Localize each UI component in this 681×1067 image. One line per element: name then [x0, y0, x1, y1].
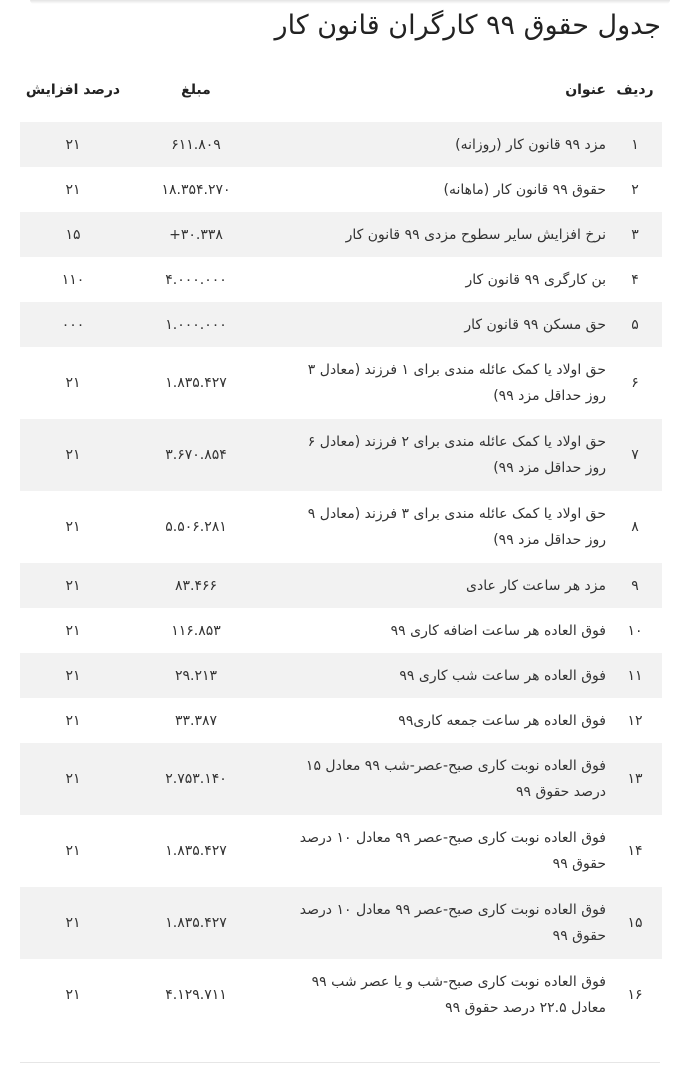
cell-title: حق مسکن ۹۹ قانون کار: [266, 302, 608, 347]
cell-row-number: ۹: [608, 563, 662, 608]
cell-title: حق اولاد یا کمک عائله مندی برای ۲ فرزند (معادل ۶ روز حداقل مزد ۹۹): [266, 419, 608, 491]
cell-amount: ۲.۷۵۳.۱۴۰: [126, 743, 266, 815]
cell-row-number: ۳: [608, 212, 662, 257]
cell-amount: ۱.۸۳۵.۴۲۷: [165, 843, 227, 859]
cell-title: فوق العاده هر ساعت جمعه کاری۹۹: [398, 712, 606, 729]
cell-increase-percent: ۲۱: [65, 987, 81, 1003]
cell-title: حق اولاد یا کمک عائله مندی برای ۱ فرزند (معادل ۳ روز حداقل مزد ۹۹): [307, 362, 606, 404]
cell-title: نرخ افزایش سایر سطوح مزدی ۹۹ قانون کار: [266, 212, 608, 257]
cell-amount: ۱.۸۳۵.۴۲۷: [165, 375, 227, 391]
cell-increase-percent: ۲۱: [20, 122, 126, 167]
cell-title: فوق العاده نوبت کاری صبح-شب و یا عصر شب ۹۹ معادل ۲۲.۵ درصد حقوق ۹۹: [311, 974, 606, 1016]
cell-increase-percent: ۲۱: [65, 622, 81, 639]
page-title: جدول حقوق ۹۹ کارگران قانون کار: [274, 10, 661, 41]
table-row: [20, 608, 662, 653]
cell-amount: ۱۱۶.۸۵۳: [171, 622, 221, 639]
cell-amount: ۴.۱۲۹.۷۱۱: [165, 987, 227, 1003]
cell-row-number: ۱: [608, 122, 662, 167]
cell-row-number: ۴: [631, 271, 639, 288]
cell-increase-percent: ۱۱۰: [61, 271, 85, 288]
cell-row-number: ۷: [608, 419, 662, 491]
cell-increase-percent: ۲۱: [65, 375, 81, 391]
top-shadow: [30, 0, 670, 4]
cell-amount: ۸۳.۴۶۶: [126, 563, 266, 608]
cell-amount: ۳۰.۳۳۸+: [126, 212, 266, 257]
cell-increase-percent: ۲۱: [20, 653, 126, 698]
cell-increase-percent: ۲۱: [65, 712, 81, 729]
cell-increase-percent: ۱۵: [20, 212, 126, 257]
table-row: [20, 743, 662, 815]
bottom-divider: [20, 1062, 660, 1063]
table-row: [20, 347, 662, 419]
table-row: [20, 563, 662, 608]
table-row: [20, 257, 662, 302]
cell-title: حق اولاد یا کمک عائله مندی برای ۳ فرزند (معادل ۹ روز حداقل مزد ۹۹): [307, 506, 606, 548]
cell-amount: ۵.۵۰۶.۲۸۱: [165, 519, 227, 535]
table-row: [20, 698, 662, 743]
table-row: [20, 491, 662, 563]
cell-increase-percent: ۲۱: [20, 419, 126, 491]
salary-table: [20, 58, 662, 1031]
cell-amount: ۱۸.۳۵۴.۲۷۰: [161, 181, 231, 198]
cell-amount: ۲۹.۲۱۳: [126, 653, 266, 698]
cell-amount: ۶۱۱.۸۰۹: [126, 122, 266, 167]
cell-row-number: ۱۶: [627, 987, 643, 1003]
cell-amount: ۳۳.۳۸۷: [174, 712, 218, 729]
cell-title: فوق العاده نوبت کاری صبح-عصر-شب ۹۹ معادل ۱۵ درصد حقوق ۹۹: [266, 743, 608, 815]
cell-row-number: ۱۴: [627, 843, 643, 859]
table-row: [20, 212, 662, 257]
cell-row-number: ۸: [631, 519, 639, 535]
table-row: [20, 302, 662, 347]
cell-title: مزد ۹۹ قانون کار (روزانه): [266, 122, 608, 167]
cell-increase-percent: ۲۱: [20, 887, 126, 959]
cell-increase-percent: ۰۰۰: [20, 302, 126, 347]
cell-amount: ۱.۰۰۰.۰۰۰: [126, 302, 266, 347]
table-row: [20, 815, 662, 887]
cell-row-number: ۱۱: [608, 653, 662, 698]
cell-title: فوق العاده نوبت کاری صبح-عصر ۹۹ معادل ۱۰ درصد حقوق ۹۹: [299, 830, 606, 872]
cell-increase-percent: ۲۱: [20, 563, 126, 608]
cell-row-number: ۱۳: [608, 743, 662, 815]
table-row: [20, 887, 662, 959]
table-row: [20, 653, 662, 698]
cell-increase-percent: ۲۱: [20, 743, 126, 815]
cell-row-number: ۵: [608, 302, 662, 347]
header-row: [20, 58, 662, 122]
cell-increase-percent: ۲۱: [65, 181, 81, 198]
cell-row-number: ۱۰: [627, 622, 643, 639]
table-header: [20, 58, 662, 122]
cell-amount: ۳.۶۷۰.۸۵۴: [126, 419, 266, 491]
header-title: عنوان: [565, 82, 606, 98]
cell-row-number: ۱۲: [627, 712, 643, 729]
cell-title: حقوق ۹۹ قانون کار (ماهانه): [443, 181, 606, 198]
table-row: [20, 959, 662, 1031]
table-body: [20, 122, 662, 1031]
header-row-number: ردیف: [616, 82, 654, 98]
cell-title: فوق العاده نوبت کاری صبح-عصر ۹۹ معادل ۱۰ درصد حقوق ۹۹: [266, 887, 608, 959]
cell-title: بن کارگری ۹۹ قانون کار: [465, 271, 606, 288]
table-row: [20, 122, 662, 167]
cell-amount: ۴.۰۰۰.۰۰۰: [165, 271, 227, 288]
cell-increase-percent: ۲۱: [65, 519, 81, 535]
cell-row-number: ۶: [631, 375, 639, 391]
header-increase-percent: درصد افزایش: [25, 82, 121, 98]
table-row: [20, 167, 662, 212]
cell-row-number: ۱۵: [608, 887, 662, 959]
cell-increase-percent: ۲۱: [65, 843, 81, 859]
cell-title: فوق العاده هر ساعت شب کاری ۹۹: [266, 653, 608, 698]
cell-amount: ۱.۸۳۵.۴۲۷: [126, 887, 266, 959]
table-row: [20, 419, 662, 491]
cell-title: مزد هر ساعت کار عادی: [266, 563, 608, 608]
cell-title: فوق العاده هر ساعت اضافه کاری ۹۹: [390, 622, 606, 639]
header-amount: مبلغ: [181, 82, 211, 98]
cell-row-number: ۲: [631, 181, 639, 198]
